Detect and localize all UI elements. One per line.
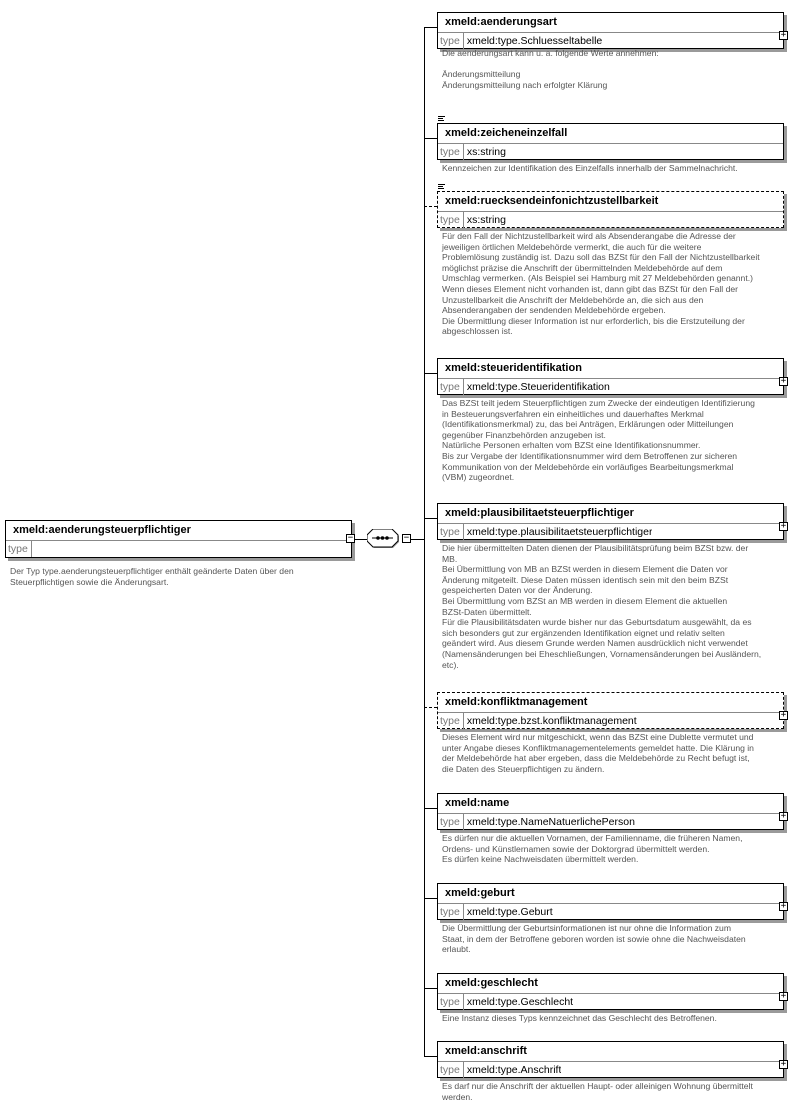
element-description: Es dürfen nur die aktuellen Vornamen, der Familienname, die früheren Namen, Ordens- und Künstlernamen sowie der Doktorgrad übermittelt werden. Es dürfen keine Nachweisdaten übermittelt werden. [442,833,743,865]
type-value: xmeld:type.Geschlecht [466,996,574,1008]
element-name: xmeld:name [438,794,783,814]
element-description: Für den Fall der Nichtzustellbarkeit wird als Absenderangabe die Adresse der jeweiligen örtlichen Meldebehörde vermerkt, die auch für die weitere Problemlösung zuständig ist. Dazu soll das BZSt für den Fall der Nichtzustellbarkeit möglichst präzise die Anschrift der übermittelnden Meldebehörde auf dem Umschlag vermerken. (Als Beispiel sei Hamburg mit 27 Meldebehörden genannt.) Wenn dieses Element nicht vorhanden ist, dann gibt das BZSt für den Fall der Unzustellbarkeit die Anschrift der Meldebehörde an, die sich aus den Absenderangaben der sendenden Meldebehörde ergeben. Die Übermittlung dieser Information ist nur erforderlich, bis die Erstzuteilung der abgeschlossen ist. [442,231,760,337]
connector-line [424,988,437,989]
element-name: xmeld:steueridentifikation [438,359,783,379]
annotation-icon [438,116,445,122]
element-name: xmeld:konfliktmanagement [438,693,783,713]
element-box[interactable] [437,123,784,160]
connector-line [424,1056,437,1057]
element-type-row [438,144,783,160]
connector-line [424,138,437,139]
type-value: xs:string [466,146,506,158]
type-value: xmeld:type.plausibilitaetsteuerpflichtiger [466,526,653,538]
type-label: type [438,994,464,1010]
root-element-box[interactable] [5,520,352,558]
connector-line [424,373,437,374]
type-value: xs:string [466,214,506,226]
element-name: xmeld:geburt [438,884,783,904]
element-type-row [438,379,783,395]
type-value: xmeld:type.Steueridentifikation [466,381,610,393]
element-description: Dieses Element wird nur mitgeschickt, wenn das BZSt eine Dublette vermutet und unter Angabe dieses Konfliktmanagementelements gemeldet hatte. Die Klärung in der Meldebehörde hat aber ergeben, dass die Meldebehörde zu Recht befugt ist, die Daten des Steuerpflichtigen zu ändern. [442,732,754,774]
plus-box-icon[interactable]: + [780,901,787,911]
plus-box-icon[interactable]: + [780,521,787,531]
type-value: xmeld:type.Geburt [466,906,553,918]
root-element-name: xmeld:aenderungsteuerpflichtiger [6,521,351,541]
element-description: Kennzeichen zur Identifikation des Einzelfalls innerhalb der Sammelnachricht. [442,163,738,173]
connector-line [411,539,424,540]
element-description: Die aenderungsart kann u. a. folgende Werte annehmen: Änderungsmitteilung Änderungsmitteilung nach erfolgter Klärung [442,48,659,90]
element-box[interactable] [437,692,784,729]
element-type-row [438,33,783,49]
type-value: xmeld:type.Anschrift [466,1064,562,1076]
root-type-row [6,541,351,557]
element-box[interactable] [437,503,784,540]
element-box[interactable] [437,973,784,1010]
element-box[interactable] [437,358,784,395]
plus-box-icon[interactable]: + [780,811,787,821]
plus-box-icon[interactable]: + [780,376,787,386]
connector-line [424,808,437,809]
connector-line [424,707,437,709]
type-label: type [438,379,464,395]
type-label: type [438,212,464,228]
root-description: Der Typ type.aenderungsteuerpflichtiger enthält geänderte Daten über den Steuerpflichtigen sowie die Änderungsart. [10,566,294,587]
element-description: Eine Instanz dieses Typs kennzeichnet das Geschlecht des Betroffenen. [442,1013,717,1023]
element-name: xmeld:ruecksendeinfonichtzustellbarkeit [438,192,783,212]
element-type-row [438,904,783,920]
element-name: xmeld:aenderungsart [438,13,783,33]
minus-box-icon[interactable]: − [347,533,354,543]
type-value: xmeld:type.bzst.konfliktmanagement [466,715,637,727]
element-description: Das BZSt teilt jedem Steuerpflichtigen zum Zwecke der eindeutigen Identifizierung in Besteuerungsverfahren ein einheitliches und dauerhaftes Merkmal (Identifikationsmerkmal) zu, das bei Anträgen, Erklärungen oder Mitteilungen gegenüber Finanzbehörden anzugeben ist. Natürliche Personen erhalten vom BZSt eine Identifikationsnummer. Bis zur Vergabe der Identifikationsnummer wird dem Betroffenen zur sicheren Kommunikation von der Meldebehörde ein vorläufiges Bearbeitungsmerkmal (VBM) zugeordnet. [442,398,755,483]
type-label: type [438,814,464,830]
type-label: type [438,524,464,540]
element-type-row [438,212,783,228]
minus-box-icon[interactable]: − [403,533,410,543]
element-type-row [438,994,783,1010]
connector-line [424,27,425,1057]
element-name: xmeld:geschlecht [438,974,783,994]
element-type-row [438,1062,783,1078]
element-description: Die hier übermittelten Daten dienen der Plausibilitätsprüfung beim BZSt bzw. der MB. Bei Übermittlung von MB an BZSt werden in diesem Element die Daten vor Änderung mitgeteilt. Diese Daten müssen identisch sein mit den beim BZSt gespeicherten Daten vor der Änderung. Bei Übermittlung vom BZSt an MB werden in diesem Element die aktuellen BZSt-Daten übermittelt. Für die Plausibilitätsdaten wurde bisher nur das Geburtsdatum ausgewählt, da es sich besonders gut zur ergänzenden Identifikation eignet und relativ selten geändert wird. Aus diesem Grunde werden Namen ausdrücklich nicht verwendet (Namensänderungen bei Eheschließungen, Vornamensänderungen bei Ausländern, etc). [442,543,762,670]
type-value: xmeld:type.NameNatuerlichePerson [466,816,635,828]
element-box[interactable] [437,793,784,830]
element-box[interactable] [437,191,784,228]
type-label: type [6,541,32,557]
element-name: xmeld:anschrift [438,1042,783,1062]
plus-box-icon[interactable]: + [780,30,787,40]
type-value: xmeld:type.Schluesseltabelle [466,35,603,47]
connector-line [424,27,437,28]
element-box[interactable] [437,883,784,920]
element-name: xmeld:plausibilitaetsteuerpflichtiger [438,504,783,524]
type-value [32,541,35,557]
plus-box-icon[interactable]: + [780,710,787,720]
element-box[interactable] [437,1041,784,1078]
element-name: xmeld:zeicheneinzelfall [438,124,783,144]
element-description: Die Übermittlung der Geburtsinformationen ist nur ohne die Information zum Staat, in dem der Betroffene geboren worden ist sowie ohne die Nachweisdaten erlaubt. [442,923,746,955]
connector-line [424,518,437,519]
element-description: Es darf nur die Anschrift der aktuellen Haupt- oder alleinigen Wohnung übermittelt werden. [442,1081,753,1102]
connector-line [424,206,437,208]
plus-box-icon[interactable]: + [780,1059,787,1069]
type-label: type [438,904,464,920]
connector-line [424,898,437,899]
sequence-compositor-icon [367,529,400,549]
element-type-row [438,713,783,729]
plus-box-icon[interactable]: + [780,991,787,1001]
annotation-icon [438,184,445,190]
element-box[interactable] [437,12,784,49]
type-label: type [438,1062,464,1078]
type-label: type [438,144,464,160]
element-type-row [438,524,783,540]
type-label: type [438,33,464,49]
type-label: type [438,713,464,729]
element-type-row [438,814,783,830]
